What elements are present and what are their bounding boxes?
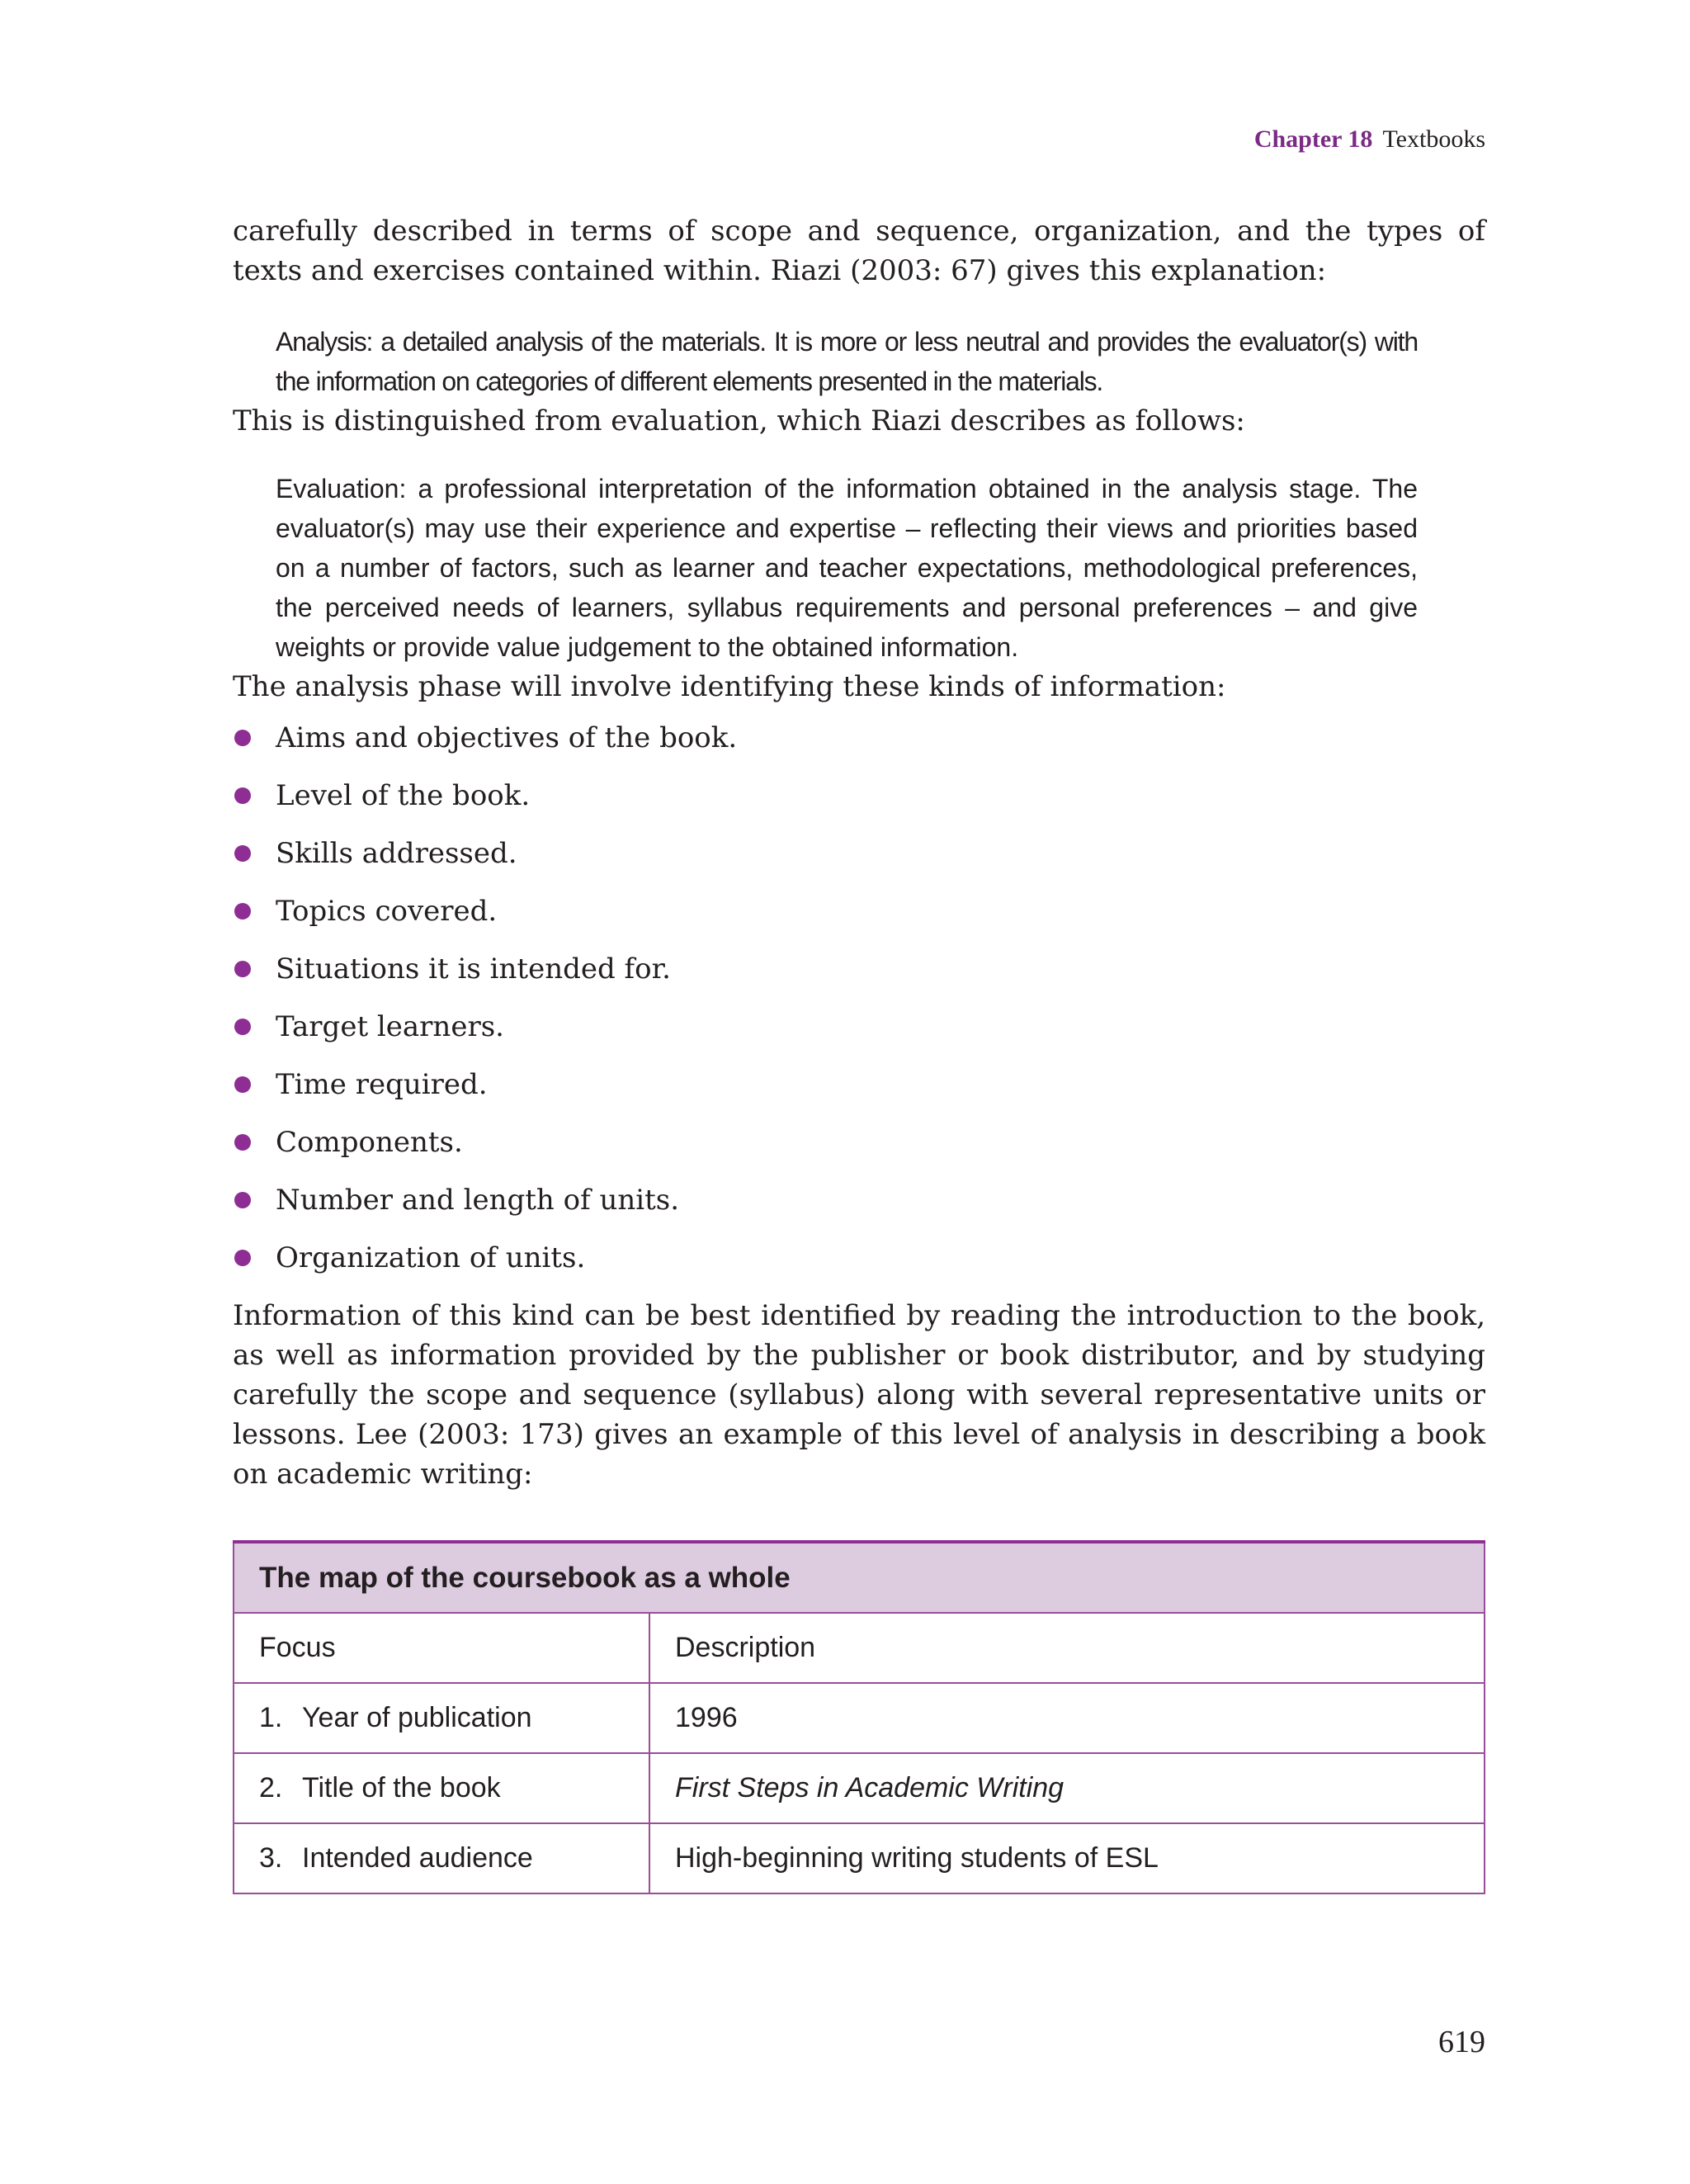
list-item: Aims and objectives of the book. (233, 718, 1485, 758)
column-header-focus: Focus (234, 1613, 649, 1683)
paragraph-information: Information of this kind can be best identified by reading the introduction to the book, as well as information provided by the publisher or book distributor, and by studying carefully the scope and sequence (syllabus) along with several representative units or lessons. Lee (2003: 173) gives an example of this level of analysis in describing a book on academic writing: (233, 1299, 1485, 1491)
focus-cell: 1. Year of publication (234, 1683, 649, 1753)
bullet-icon (234, 730, 251, 746)
page-content (233, 211, 1485, 1894)
list-item: Situations it is intended for. (233, 949, 1485, 989)
list-item: Target learners. (233, 1007, 1485, 1047)
list-item: Organization of units. (233, 1238, 1485, 1278)
bullet-icon (234, 1019, 251, 1035)
focus-cell: 3. Intended audience (234, 1823, 649, 1893)
paragraph-distinguished: This is distinguished from evaluation, which Riazi describes as follows: (233, 404, 1245, 437)
paragraph-analysis-phase: The analysis phase will involve identifying these kinds of information: (233, 670, 1226, 703)
bullet-icon (234, 1192, 251, 1208)
list-item: Time required. (233, 1065, 1485, 1104)
description-cell: First Steps in Academic Writing (649, 1753, 1485, 1823)
quote-evaluation: Evaluation: a professional interpretation of the information obtained in the analysis stage. The evaluator(s) may use their experience and expertise – reflecting their views and priorities based on a number of factors, such as learner and teacher expectations, methodological preferences, the perceived needs of learners, syllabus requirements and personal preferences – and give weights or provide value judgement to the obtained information. (276, 474, 1418, 662)
quote-analysis: Analysis: a detailed analysis of the materials. It is more or less neutral and provides the evaluator(s) with the information on categories of different elements presented in the materials. (276, 327, 1418, 396)
bullet-icon (234, 787, 251, 804)
list-item: Number and length of units. (233, 1180, 1485, 1220)
focus-cell: 2. Title of the book (234, 1753, 649, 1823)
column-header-description: Description (649, 1613, 1485, 1683)
page-number: 619 (1438, 2025, 1485, 2059)
bullet-icon (234, 1134, 251, 1151)
description-cell: High-beginning writing students of ESL (649, 1823, 1485, 1893)
chapter-label: Chapter 18 (1253, 125, 1373, 153)
coursebook-map-table (233, 1540, 1485, 1894)
list-item: Skills addressed. (233, 834, 1485, 873)
list-item: Level of the book. (233, 776, 1485, 815)
table-row (234, 1823, 1485, 1893)
running-head (1254, 125, 1485, 154)
bullet-icon (234, 1250, 251, 1266)
bullet-icon (234, 903, 251, 919)
bullet-icon (234, 961, 251, 977)
description-cell: 1996 (649, 1683, 1485, 1753)
chapter-title: Textbooks (1382, 125, 1485, 153)
analysis-info-list (233, 718, 1485, 1278)
table-title: The map of the coursebook as a whole (234, 1542, 1485, 1613)
bullet-icon (234, 845, 251, 862)
paragraph-intro: carefully described in terms of scope and sequence, organization, and the types of texts and exercises contained within. Riazi (2003: 67) gives this explanation: (233, 215, 1485, 287)
list-item: Components. (233, 1123, 1485, 1162)
list-item: Topics covered. (233, 891, 1485, 931)
table-row (234, 1683, 1485, 1753)
bullet-icon (234, 1076, 251, 1093)
table-row (234, 1753, 1485, 1823)
